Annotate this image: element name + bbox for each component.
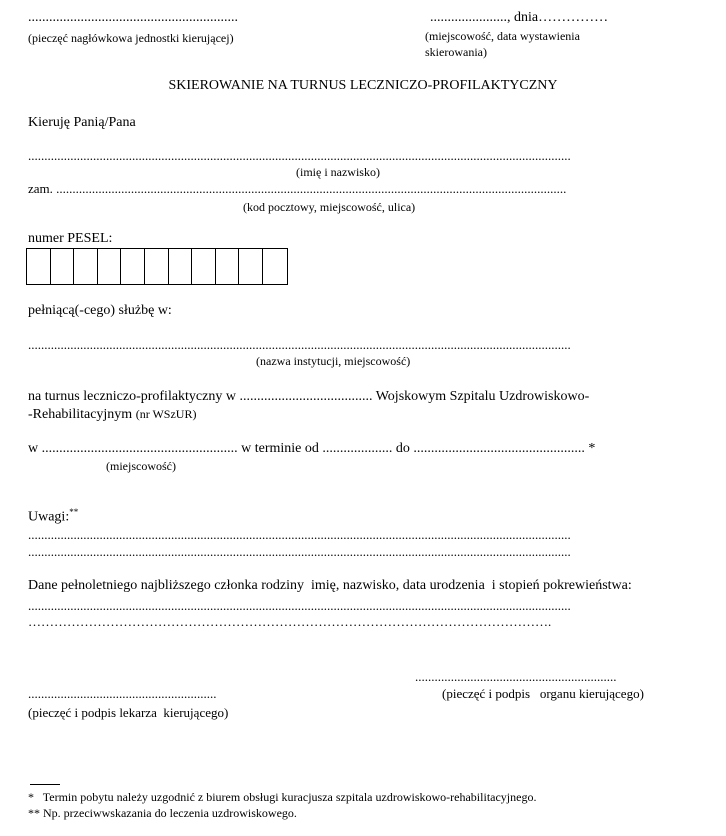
- person-intro: Kieruję Panią/Pana: [28, 115, 136, 130]
- pesel-digit-box[interactable]: [239, 249, 263, 284]
- service-label: pełniącą(-cego) służbę w:: [28, 303, 172, 318]
- term-place-caption: (miejscowość): [106, 459, 176, 473]
- pesel-grid: [26, 248, 288, 285]
- organ-signature-line[interactable]: ..............................................................: [415, 669, 617, 684]
- family-line[interactable]: ………………………………………………………………………………………………………….: [28, 614, 552, 629]
- remarks-line[interactable]: .......................................................................................................................................................................: [28, 527, 571, 542]
- address-field[interactable]: zam. .............................................................................................................................................................: [28, 181, 567, 196]
- term-line[interactable]: w ........................................................ w terminie od .................... do ................................................. *: [28, 441, 596, 456]
- remarks-line[interactable]: .......................................................................................................................................................................: [28, 544, 571, 559]
- pesel-label: numer PESEL:: [28, 231, 113, 246]
- organ-signature-caption: (pieczęć i podpis organu kierującego): [442, 686, 644, 701]
- remarks-footnote-marker: **: [69, 507, 79, 517]
- remarks-label: Uwagi:: [28, 509, 70, 525]
- turnus-line[interactable]: na turnus leczniczo-profilaktyczny w ...................................... Wojskowym Szpitalu Uzdrowiskowo-: [28, 389, 590, 404]
- document-title: SKIEROWANIE NA TURNUS LECZNICZO-PROFILAKTYCZNY: [168, 78, 558, 93]
- pesel-digit-box[interactable]: [121, 249, 145, 284]
- footnote-contraindications: ** Np. przeciwwskazania do leczenia uzdrowiskowego.: [28, 806, 297, 820]
- pesel-digit-box[interactable]: [192, 249, 216, 284]
- service-caption: (nazwa instytucji, miejscowość): [256, 354, 411, 368]
- address-caption: (kod pocztowy, miejscowość, ulica): [243, 200, 416, 214]
- pesel-digit-box[interactable]: [263, 249, 287, 284]
- footnote-term: * Termin pobytu należy uzgodnić z biurem obsługi kuracjusza szpitala uzdrowiskowo-rehabilitacyjnego.: [28, 790, 537, 804]
- turnus-rehab-text: -Rehabilitacyjnym: [28, 407, 136, 422]
- turnus-line-continued: [28, 407, 196, 423]
- doctor-signature-line[interactable]: ..........................................................: [28, 686, 217, 701]
- issuer-stamp-line[interactable]: ............................................................: [28, 10, 238, 25]
- pesel-digit-box[interactable]: [74, 249, 98, 284]
- remarks-label-row: [28, 507, 78, 526]
- pesel-digit-box[interactable]: [169, 249, 193, 284]
- pesel-digit-box[interactable]: [51, 249, 75, 284]
- doctor-signature-caption: (pieczęć i podpis lekarza kierującego): [28, 705, 229, 720]
- pesel-digit-box[interactable]: [98, 249, 122, 284]
- pesel-digit-box[interactable]: [145, 249, 169, 284]
- pesel-digit-box[interactable]: [27, 249, 51, 284]
- place-date-caption-line2: skierowania): [425, 45, 487, 59]
- place-date-line[interactable]: ......................, dnia……………: [430, 10, 609, 25]
- footnote-divider: [30, 784, 60, 785]
- name-caption: (imię i nazwisko): [296, 165, 380, 179]
- family-label: Dane pełnoletniego najbliższego członka rodziny imię, nazwisko, data urodzenia i stopień pokrewieństwa:: [28, 578, 632, 593]
- issuer-stamp-caption: (pieczęć nagłówkowa jednostki kierującej): [28, 31, 234, 45]
- family-line[interactable]: .......................................................................................................................................................................: [28, 598, 571, 613]
- pesel-digit-box[interactable]: [216, 249, 240, 284]
- service-field[interactable]: .......................................................................................................................................................................: [28, 337, 571, 352]
- name-field[interactable]: .......................................................................................................................................................................: [28, 148, 571, 163]
- turnus-hospital-number-note: (nr WSzUR): [135, 407, 197, 421]
- place-date-caption-line1: (miejscowość, data wystawienia: [425, 29, 580, 43]
